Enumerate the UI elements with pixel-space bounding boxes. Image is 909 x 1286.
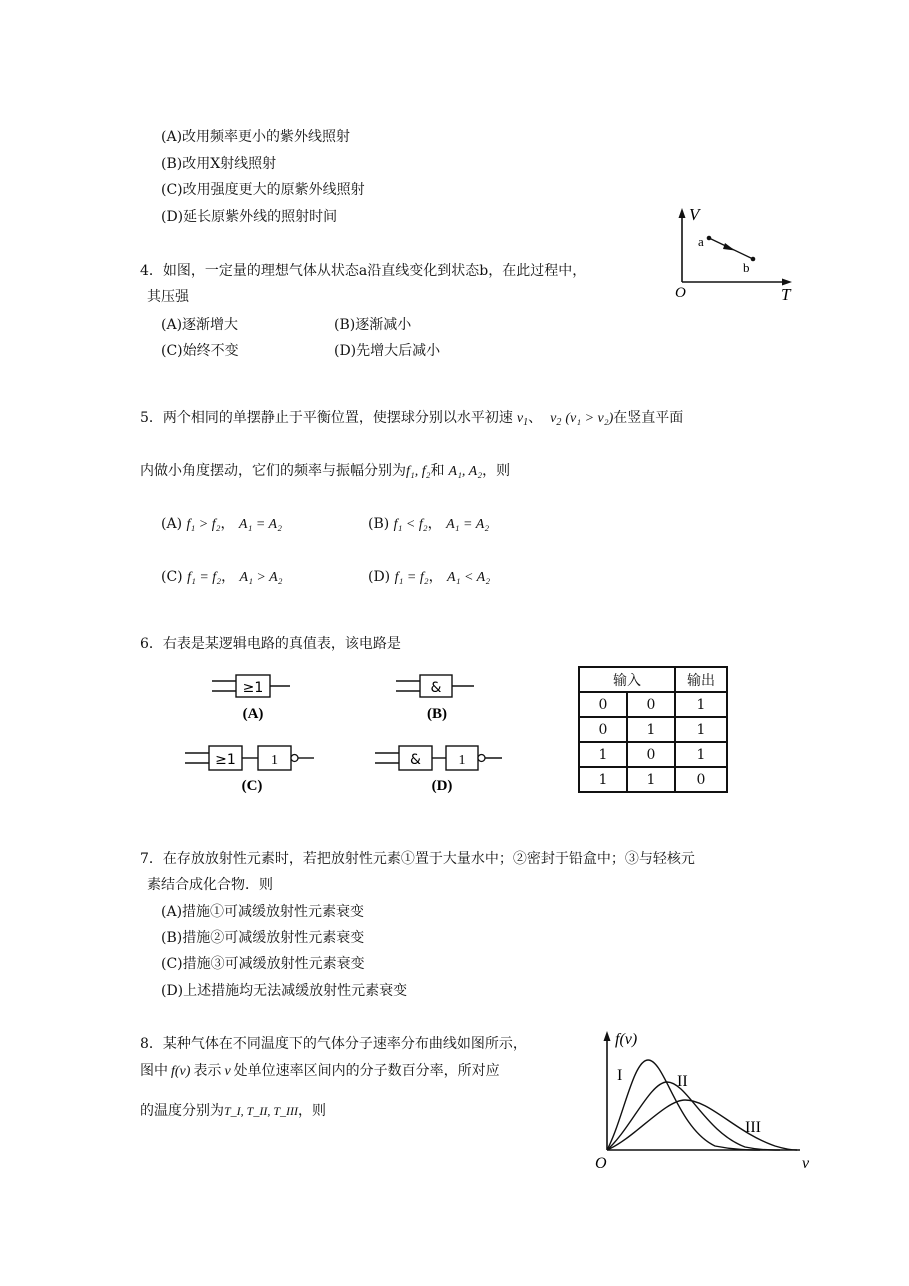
- table-cell: 1: [579, 742, 627, 767]
- table-row: [579, 742, 727, 767]
- q5-stem2-and: 和: [430, 463, 445, 479]
- q6-gate-d-symbol2: 1: [458, 753, 466, 768]
- table-row: [579, 692, 727, 717]
- q7-option-a: (A)措施①可减缓放射性元素衰变: [161, 904, 365, 920]
- q8-y-arrow: [604, 1031, 611, 1041]
- q8-stem-line1: 8．某种气体在不同温度下的气体分子速率分布曲线如图所示，: [140, 1036, 527, 1052]
- table-cell: 0: [627, 692, 675, 717]
- q5-option-b: (B) f₁ < f₂， A₁ = A₂: [368, 516, 490, 532]
- q6-gate-d: [375, 746, 502, 794]
- table-cell: 0: [579, 717, 627, 742]
- q6-stem: 6．右表是某逻辑电路的真值表，该电路是: [140, 636, 401, 652]
- table-cell: 0: [579, 692, 627, 717]
- q5-v2: $v_2$: [550, 411, 562, 428]
- q8-curve-3-label: III: [745, 1119, 761, 1136]
- q4-b-label: b: [743, 260, 750, 275]
- q3-option-c: (C)改用强度更大的原紫外线照射: [161, 182, 365, 198]
- table-cell: 1: [675, 717, 727, 742]
- q8-stem-line3: 的温度分别为T_I, T_II, T_III，则: [140, 1103, 326, 1119]
- q7-stem-line1: 7．在存放放射性元素时，若把放射性元素①置于大量水中；②密封于铅盒中；③与轻核元: [140, 851, 695, 867]
- q4-option-c: (C)始终不变: [161, 343, 239, 359]
- q5-stem1-pre: 5．两个相同的单摆静止于平衡位置，使摆球分别以水平初速: [140, 410, 513, 426]
- q6-gate-c-symbol1: ≥1: [215, 752, 236, 768]
- q6-gate-c: [185, 746, 314, 794]
- q6-gate-a-label: (A): [242, 706, 264, 722]
- table-header-input: 输入: [579, 667, 675, 692]
- q5-stem-line1: 5．两个相同的单摆静止于平衡位置，使摆球分别以水平初速 $v_1$、 $v_2$ (v₁ > v₂)在竖直平面: [140, 410, 684, 428]
- q5-freqs: f₁, f₂: [406, 464, 431, 479]
- q8-origin-label: O: [595, 1155, 607, 1172]
- q5-stem2-pre: 内做小角度摆动，它们的频率与振幅分别为: [140, 463, 406, 479]
- q5-v1: $v_1$: [516, 411, 529, 428]
- q6-gate-b-label: (B): [427, 706, 447, 722]
- q6-gates-diagram: [180, 666, 540, 806]
- table-cell: 1: [675, 692, 727, 717]
- q4-y-arrow: [679, 208, 686, 218]
- q6-gate-c-symbol2: 1: [271, 753, 278, 768]
- q5-option-d: (D) f₁ = f₂， A₁ < A₂: [368, 569, 491, 585]
- q4-option-d: (D)先增大后减小: [334, 343, 441, 359]
- q5-cond: (v₁ > v₂): [565, 411, 614, 426]
- table-cell: 0: [627, 742, 675, 767]
- q4-point-b: [751, 257, 756, 262]
- q5-option-a: (A) f₁ > f₂， A₁ = A₂: [161, 516, 282, 532]
- q8-stem-line2: 图中 f(v) 表示 v 处单位速率区间内的分子数百分率，所对应: [140, 1063, 500, 1079]
- q4-option-b: (B)逐渐减小: [334, 317, 412, 333]
- q6-gate-a-symbol: ≥1: [242, 680, 264, 696]
- table-cell: 1: [627, 767, 675, 792]
- table-cell: 1: [675, 742, 727, 767]
- table-header-output: 输出: [675, 667, 727, 692]
- q5-stem-line2: [140, 462, 510, 481]
- table-row: [579, 767, 727, 792]
- q4-y-label: V: [689, 205, 700, 224]
- table-cell: 0: [675, 767, 727, 792]
- q7-option-c: (C)措施③可减缓放射性元素衰变: [161, 956, 365, 972]
- q4-stem-line1: 4．如图，一定量的理想气体从状态a沿直线变化到状态b，在此过程中，: [140, 263, 587, 279]
- q6-gate-d-symbol1: &: [410, 752, 421, 768]
- q3-option-a: (A)改用频率更小的紫外线照射: [161, 129, 351, 145]
- q8-curve-2: [607, 1082, 780, 1150]
- q4-origin-label: O: [675, 285, 686, 301]
- q7-option-b: (B)措施②可减缓放射性元素衰变: [161, 930, 365, 946]
- table-header-row: [579, 667, 727, 692]
- q5-option-c: (C) f₁ = f₂， A₁ > A₂: [161, 569, 283, 585]
- q3-option-d: (D)延长原紫外线的照射时间: [161, 209, 338, 225]
- q7-option-d: (D)上述措施均无法减缓放射性元素衰变: [161, 983, 408, 999]
- q6-gate-b: [396, 675, 474, 722]
- q8-x-label: v: [802, 1155, 810, 1172]
- q8-temps: T_I, T_II, T_III: [224, 1104, 298, 1118]
- q4-vt-graph: [665, 200, 805, 310]
- q6-gate-b-symbol: &: [430, 680, 442, 696]
- q8-curve-1-label: I: [617, 1067, 623, 1084]
- q5-stem2-post: ，则: [482, 463, 511, 479]
- q4-ab-arrow: [723, 243, 735, 251]
- table-cell: 1: [579, 767, 627, 792]
- q5-amps: A₁, A₂: [448, 464, 483, 479]
- q6-gate-c-label: (C): [241, 778, 263, 794]
- table-cell: 1: [627, 717, 675, 742]
- q8-distribution-graph: [575, 1020, 815, 1170]
- q6-gate-a: [212, 675, 290, 722]
- q5-stem1-post: 在竖直平面: [613, 410, 684, 426]
- q4-a-label: a: [698, 234, 704, 249]
- table-row: [579, 717, 727, 742]
- q3-option-b: (B)改用X射线照射: [161, 156, 277, 172]
- q4-option-a: (A)逐渐增大: [161, 317, 239, 333]
- q8-y-label: f(v): [615, 1031, 638, 1048]
- q8-curve-3: [607, 1100, 797, 1150]
- q4-x-label: T: [781, 285, 791, 304]
- q7-stem-line2: 素结合成化合物．则: [147, 877, 273, 893]
- q4-point-a: [707, 236, 712, 241]
- q6-truth-table: [578, 666, 728, 793]
- q4-stem-line2: 其压强: [147, 289, 189, 305]
- q6-gate-d-label: (D): [431, 778, 453, 794]
- q8-curve-2-label: II: [677, 1073, 688, 1090]
